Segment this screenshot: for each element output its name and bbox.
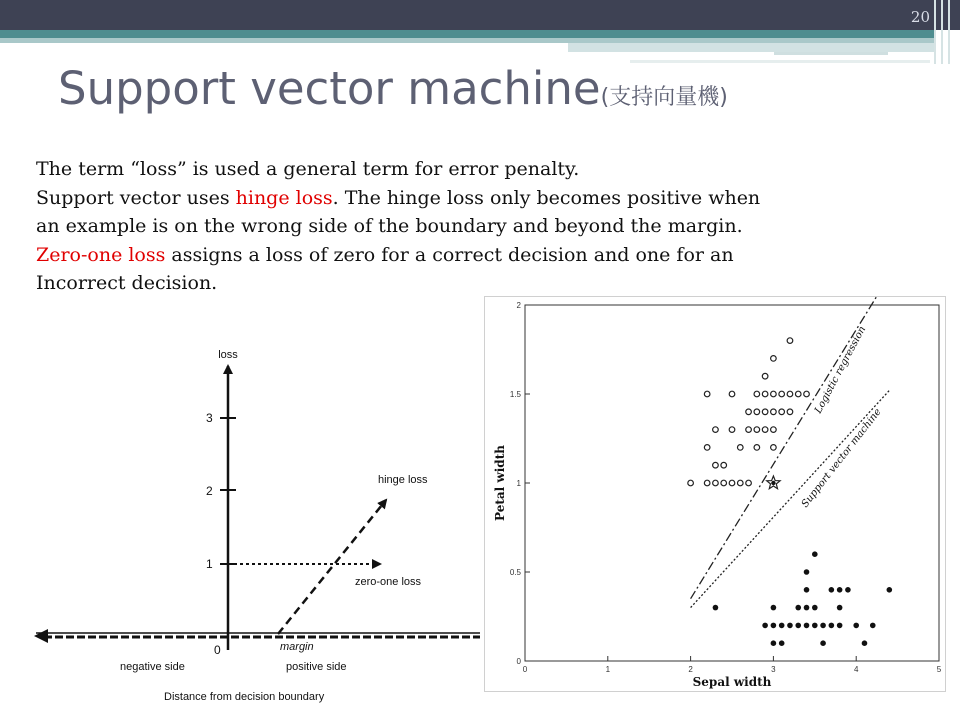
body-text-run: Support vector uses xyxy=(36,186,236,209)
svm-scatter-chart xyxy=(484,296,946,692)
filled-circle-point xyxy=(862,640,868,646)
open-circle-point xyxy=(737,480,743,486)
open-circle-point xyxy=(737,445,743,451)
margin-label: margin xyxy=(280,641,314,653)
filled-circle-point xyxy=(820,623,826,629)
filled-circle-point xyxy=(812,623,818,629)
body-line: The term “loss” is used a general term for error penalty. xyxy=(36,158,580,180)
filled-circle-point xyxy=(887,587,893,593)
y-tick-label: 1 xyxy=(206,557,213,571)
filled-circle-point xyxy=(795,605,801,611)
open-circle-point xyxy=(746,480,752,486)
open-circle-point xyxy=(713,462,719,468)
open-circle-point xyxy=(771,427,777,433)
open-circle-point xyxy=(721,480,727,486)
y-axis-label: Petal width xyxy=(493,445,507,521)
x-tick-label: 1 xyxy=(605,665,611,674)
body-text-run: assigns a loss of zero for a correct decision and one for an xyxy=(165,243,734,266)
open-circle-point xyxy=(762,427,768,433)
open-circle-point xyxy=(721,462,727,468)
x-tick-label: 0 xyxy=(522,665,528,674)
header-divider xyxy=(948,0,950,64)
open-circle-point xyxy=(787,391,793,397)
hinge-loss-term: hinge loss xyxy=(235,186,333,209)
open-circle-point xyxy=(762,409,768,415)
filled-circle-point xyxy=(762,623,768,629)
x-tick-label: 5 xyxy=(936,665,942,674)
y-tick-label: 1.5 xyxy=(509,390,521,399)
x-tick-label: 4 xyxy=(853,665,859,674)
header-step-stripe xyxy=(568,43,935,52)
filled-circle-point xyxy=(829,623,835,629)
body-text-run: . The hinge loss only becomes positive when xyxy=(332,186,761,209)
open-circle-point xyxy=(746,409,752,415)
top-header-bar xyxy=(0,0,960,30)
open-circle-point xyxy=(779,409,785,415)
hinge-loss-label: hinge loss xyxy=(378,474,428,486)
open-circle-point xyxy=(729,427,735,433)
open-circle-point xyxy=(754,409,760,415)
distance-axis-title: Distance from decision boundary xyxy=(164,691,325,703)
filled-circle-point xyxy=(804,569,810,575)
body-line: an example is on the wrong side of the boundary and beyond the margin. xyxy=(36,215,743,237)
hinge-loss-line xyxy=(278,500,386,634)
zero-one-loss-label: zero-one loss xyxy=(355,576,422,588)
positive-side-label: positive side xyxy=(286,661,347,673)
header-divider xyxy=(941,0,943,64)
x-axis-label: Sepal width xyxy=(692,675,772,689)
filled-circle-point xyxy=(829,587,835,593)
header-thin-stripe xyxy=(774,52,888,55)
open-circle-point xyxy=(729,480,735,486)
filled-circle-point xyxy=(795,623,801,629)
title-suffix: (支持向量機) xyxy=(600,85,728,110)
open-circle-point xyxy=(771,391,777,397)
filled-circle-point xyxy=(837,605,843,611)
filled-circle-point xyxy=(845,587,851,593)
filled-circle-point xyxy=(812,551,818,557)
open-circle-point xyxy=(804,391,810,397)
y-tick-label: 0 xyxy=(516,657,521,666)
open-circle-point xyxy=(762,391,768,397)
plot-area-frame xyxy=(525,305,939,661)
negative-side-label: negative side xyxy=(120,661,185,673)
zero-one-loss-term: Zero-one loss xyxy=(36,243,166,266)
filled-circle-point xyxy=(870,623,876,629)
open-circle-point xyxy=(771,445,777,451)
page-number: 20 xyxy=(910,8,930,26)
filled-circle-point xyxy=(779,640,785,646)
open-circle-point xyxy=(704,445,710,451)
open-circle-point xyxy=(787,338,793,344)
filled-circle-point xyxy=(812,605,818,611)
open-circle-point xyxy=(746,427,752,433)
header-accent-stripe xyxy=(0,30,935,38)
open-circle-point xyxy=(787,409,793,415)
open-circle-point xyxy=(754,445,760,451)
filled-circle-point xyxy=(771,605,777,611)
filled-circle-point xyxy=(804,623,810,629)
star-center-point xyxy=(771,481,775,485)
chart-border xyxy=(485,297,946,692)
body-line: Incorrect decision. xyxy=(36,272,218,294)
x-tick-label: 3 xyxy=(771,665,776,674)
body-line xyxy=(36,241,936,270)
open-circle-point xyxy=(713,480,719,486)
open-circle-point xyxy=(688,480,694,486)
axis-ticks xyxy=(510,301,942,674)
svm-line-label: Support vector machine xyxy=(799,406,884,510)
open-circle-point xyxy=(704,480,710,486)
filled-circle-point xyxy=(804,605,810,611)
y-tick-label: 2 xyxy=(206,484,213,498)
open-circle-point xyxy=(704,391,710,397)
y-tick-label: 3 xyxy=(206,411,213,425)
open-circle-point xyxy=(779,391,785,397)
logistic-regression-label: Logistic regression xyxy=(812,324,869,416)
open-circle-point xyxy=(762,373,768,379)
filled-circle-point xyxy=(837,587,843,593)
open-circle-point xyxy=(771,356,777,362)
y-tick-label: 2 xyxy=(516,301,521,310)
svm-boundary-line xyxy=(691,390,890,607)
y-tick-label: 0 xyxy=(214,643,221,657)
open-circle-point xyxy=(754,391,760,397)
filled-circle-point xyxy=(713,605,719,611)
loss-axis-label: loss xyxy=(218,349,238,361)
filled-circle-point xyxy=(771,623,777,629)
open-circle-point xyxy=(795,391,801,397)
open-circle-point xyxy=(771,409,777,415)
title-main: Support vector machine xyxy=(58,62,601,115)
open-circle-point xyxy=(729,391,735,397)
filled-circle-point xyxy=(779,623,785,629)
filled-circle-point xyxy=(787,623,793,629)
data-points xyxy=(688,338,892,646)
y-tick-label: 1 xyxy=(516,479,521,488)
filled-circle-point xyxy=(837,623,843,629)
slide-title xyxy=(58,62,728,115)
body-line xyxy=(36,184,936,213)
loss-function-figure xyxy=(30,340,482,710)
header-divider xyxy=(934,0,936,64)
open-circle-point xyxy=(754,427,760,433)
left-arrow-icon xyxy=(34,629,48,643)
x-tick-label: 2 xyxy=(688,665,693,674)
slide-body-text xyxy=(36,155,936,298)
filled-circle-point xyxy=(804,587,810,593)
filled-circle-point xyxy=(853,623,859,629)
filled-circle-point xyxy=(771,640,777,646)
open-circle-point xyxy=(713,427,719,433)
y-tick-label: 0.5 xyxy=(509,568,521,577)
filled-circle-point xyxy=(820,640,826,646)
